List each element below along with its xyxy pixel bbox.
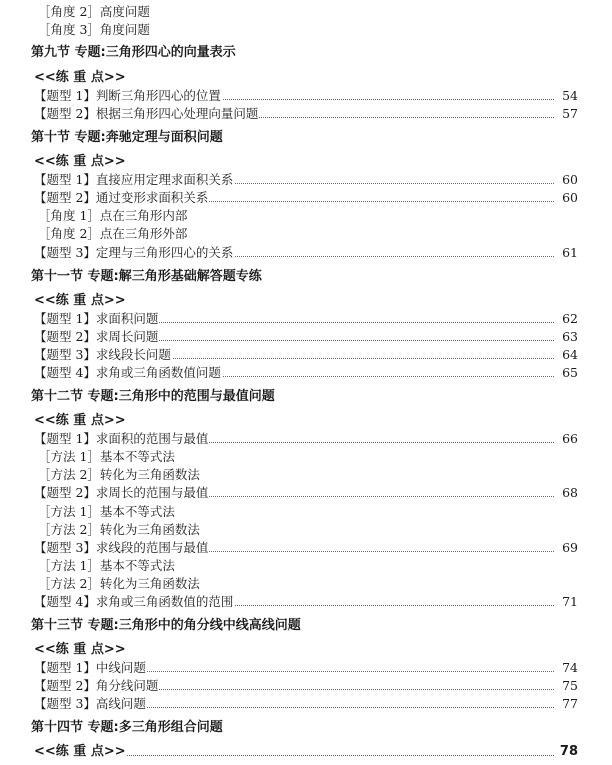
toc-line-entry — [0, 484, 612, 502]
page-number: 71 — [562, 594, 578, 609]
toc-line-entry — [0, 310, 612, 328]
page-number: 64 — [562, 346, 578, 362]
page-number: 69 — [562, 539, 578, 555]
toc-line-sub — [0, 521, 612, 539]
toc-line-heading — [0, 617, 612, 635]
toc-line-sub — [0, 207, 612, 225]
toc-line-entry — [0, 430, 612, 448]
page-number: 63 — [562, 328, 578, 344]
page-number: 60 — [562, 190, 578, 206]
toc-label: <<练 重 点>> — [34, 69, 126, 85]
toc-label: <<练 重 点>> — [34, 412, 126, 428]
page-number: 65 — [562, 364, 578, 380]
toc-line-practice — [0, 69, 612, 87]
toc-label: 第十一节 专题:解三角形基础解答题专练 — [31, 269, 262, 284]
toc-line-entry — [0, 105, 612, 123]
toc-line-sub — [0, 557, 612, 575]
toc-line-entry — [0, 659, 612, 677]
toc-label: 【题型 2】角分线问题 — [34, 678, 159, 694]
toc-label: <<练 重 点>> — [34, 642, 126, 657]
toc-label: 【题型 2】求周长的范围与最值 — [34, 485, 209, 501]
page-number: 61 — [562, 244, 578, 260]
page-number: 62 — [562, 310, 578, 326]
toc-label: 第十四节 专题:多三角形组合问题 — [31, 719, 223, 735]
toc-label: 第九节 专题:三角形四心的向量表示 — [31, 45, 236, 61]
toc-label: 【题型 3】高线问题 — [34, 696, 146, 712]
toc-line-sub — [0, 575, 612, 593]
toc-label: ［方法 1］基本不等式法 — [38, 449, 175, 465]
page-number: 54 — [562, 87, 578, 103]
toc-line-entry — [0, 244, 612, 262]
toc-label: 【题型 2】通过变形求面积关系 — [34, 190, 209, 206]
toc-line-heading — [0, 129, 612, 147]
toc-label: 【题型 2】求周长问题 — [34, 328, 159, 344]
toc-label: 【题型 2】根据三角形四心处理向量问题 — [34, 106, 259, 121]
page-number: 66 — [562, 431, 578, 446]
toc-line-practice — [0, 412, 612, 430]
toc-label: 第十三节 专题:三角形中的角分线中线高线问题 — [31, 617, 301, 633]
toc-label: 【题型 1】中线问题 — [34, 660, 146, 676]
toc-line-practice — [0, 641, 612, 659]
toc-line-entry — [0, 346, 612, 364]
toc-label: 第十二节 专题:三角形中的范围与最值问题 — [31, 389, 275, 405]
toc-line-sub — [0, 466, 612, 484]
toc-line-entry — [0, 593, 612, 611]
toc-label: ［角度 1］点在三角形内部 — [38, 208, 188, 224]
toc-label: <<练 重 点>> — [34, 292, 126, 308]
toc-label: 第十节 专题:奔驰定理与面积问题 — [31, 129, 223, 145]
toc-line-heading — [0, 388, 612, 406]
toc-label: ［方法 2］转化为三角函数法 — [38, 467, 200, 483]
toc-label: 【题型 3】定理与三角形四心的关系 — [34, 244, 234, 260]
toc-label: <<练 重 点>> — [34, 744, 126, 760]
page-number: 75 — [562, 678, 578, 694]
toc-line-entry — [0, 171, 612, 189]
page-number: 74 — [562, 660, 578, 676]
toc-label: <<练 重 点>> — [34, 154, 126, 169]
toc-line-practice — [0, 153, 612, 171]
toc-label: ［角度 2］点在三角形外部 — [38, 226, 188, 242]
toc-line-entry — [0, 87, 612, 105]
toc-line-sub — [0, 21, 612, 39]
toc-line-entrypractice — [0, 743, 612, 761]
toc-label: 【题型 1】求面积问题 — [34, 310, 159, 326]
toc-label: 【题型 3】求线段长问题 — [34, 346, 171, 362]
toc-label: ［方法 1］基本不等式法 — [38, 557, 175, 573]
page-number: 57 — [562, 106, 578, 121]
toc-line-sub — [0, 503, 612, 521]
toc-line-entry — [0, 695, 612, 713]
toc-line-sub — [0, 3, 612, 21]
toc-label: 【题型 1】直接应用定理求面积关系 — [34, 172, 234, 188]
page-number: 78 — [559, 744, 578, 760]
toc-label: ［方法 2］转化为三角函数法 — [38, 575, 200, 591]
toc-line-entry — [0, 189, 612, 207]
toc-label: 【题型 3】求线段的范围与最值 — [34, 539, 209, 555]
toc-label: ［角度 2］高度问题 — [38, 3, 150, 19]
toc-label: 【题型 1】求面积的范围与最值 — [34, 431, 209, 446]
toc-label: ［方法 1］基本不等式法 — [38, 503, 175, 519]
toc-line-sub — [0, 225, 612, 243]
page-number: 68 — [562, 485, 578, 501]
toc-line-entry — [0, 677, 612, 695]
toc-line-entry — [0, 539, 612, 557]
page-number: 60 — [562, 172, 578, 188]
toc-line-sub — [0, 448, 612, 466]
toc-line-heading — [0, 268, 612, 286]
page-number: 77 — [562, 696, 578, 712]
toc-line-practice — [0, 292, 612, 310]
toc-line-heading — [0, 719, 612, 737]
toc-line-entry — [0, 328, 612, 346]
toc-label: 【题型 4】求角或三角函数值问题 — [34, 364, 221, 380]
toc-line-heading — [0, 44, 612, 62]
toc-label: ［角度 3］角度问题 — [38, 21, 150, 37]
toc-label: 【题型 4】求角或三角函数值的范围 — [34, 594, 234, 609]
toc-line-entry — [0, 364, 612, 382]
toc-label: 【题型 1】判断三角形四心的位置 — [34, 87, 221, 103]
toc-label: ［方法 2］转化为三角函数法 — [38, 521, 200, 537]
